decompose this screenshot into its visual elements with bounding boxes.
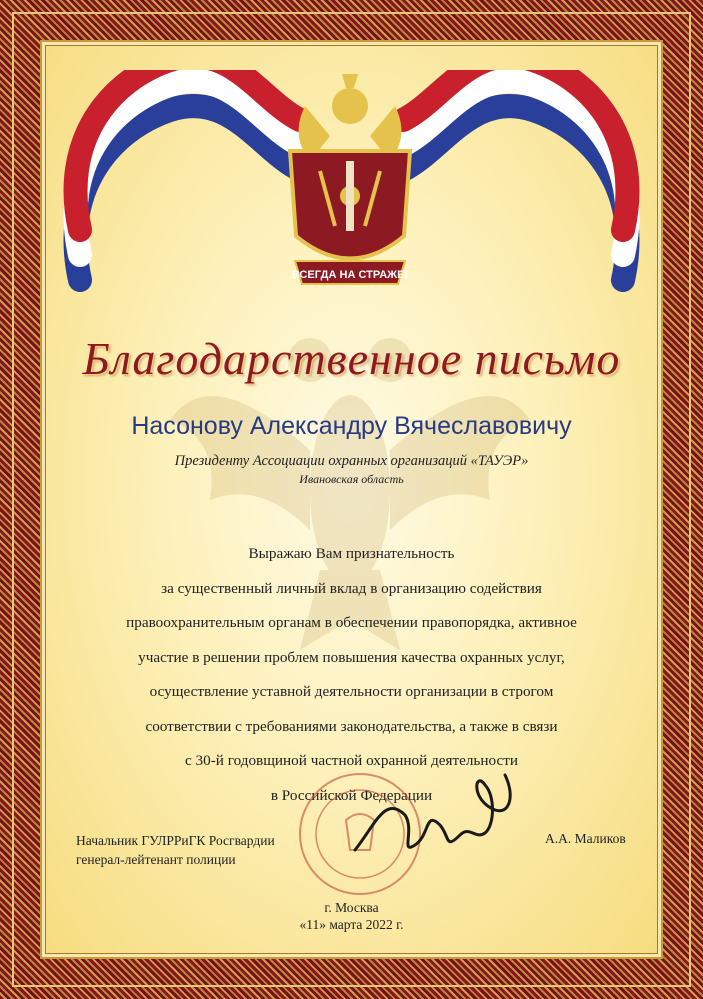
body-line: правоохранительным органам в обеспечении правопорядка, активное bbox=[126, 614, 577, 631]
recipient-name: Насонову Александру Вячеславовичу bbox=[131, 412, 572, 440]
signatory-name: А.А. Маликов bbox=[545, 831, 626, 846]
body-line: Выражаю Вам признательность bbox=[248, 545, 455, 562]
handwritten-signature-icon bbox=[345, 755, 525, 875]
body-line: с 30-й годовщиной частной охранной деятельности bbox=[185, 752, 518, 769]
body-line: соответствии с требованиями законодательства, а также в связи bbox=[145, 717, 558, 735]
signatory-position-line: Начальник ГУЛРРиГК Росгвардии bbox=[76, 833, 275, 848]
signatory-rank-line: генерал-лейтенант полиции bbox=[76, 852, 236, 867]
body-line: участие в решении проблем повышения качества охранных услуг, bbox=[138, 648, 565, 666]
emblem-motto: ВСЕГДА НА СТРАЖЕ! bbox=[291, 269, 409, 281]
document-title: Благодарственное письмо bbox=[82, 333, 621, 384]
place-and-date bbox=[60, 899, 643, 933]
recipient-position: Президенту Ассоциации охранных организаций «ТАУЭР» bbox=[174, 453, 529, 469]
date: «11» марта 2022 г. bbox=[299, 917, 404, 932]
body-line: за существенный личный вклад в организацию содействия bbox=[161, 579, 542, 597]
city: г. Москва bbox=[324, 900, 379, 915]
body-line: в Российской Федерации bbox=[270, 786, 433, 804]
body-line: осуществление уставной деятельности организации в строгом bbox=[149, 683, 554, 700]
recipient-region: Ивановская область bbox=[299, 472, 404, 486]
signatory-position bbox=[76, 831, 275, 869]
rosgvardia-emblem-icon bbox=[280, 66, 420, 298]
